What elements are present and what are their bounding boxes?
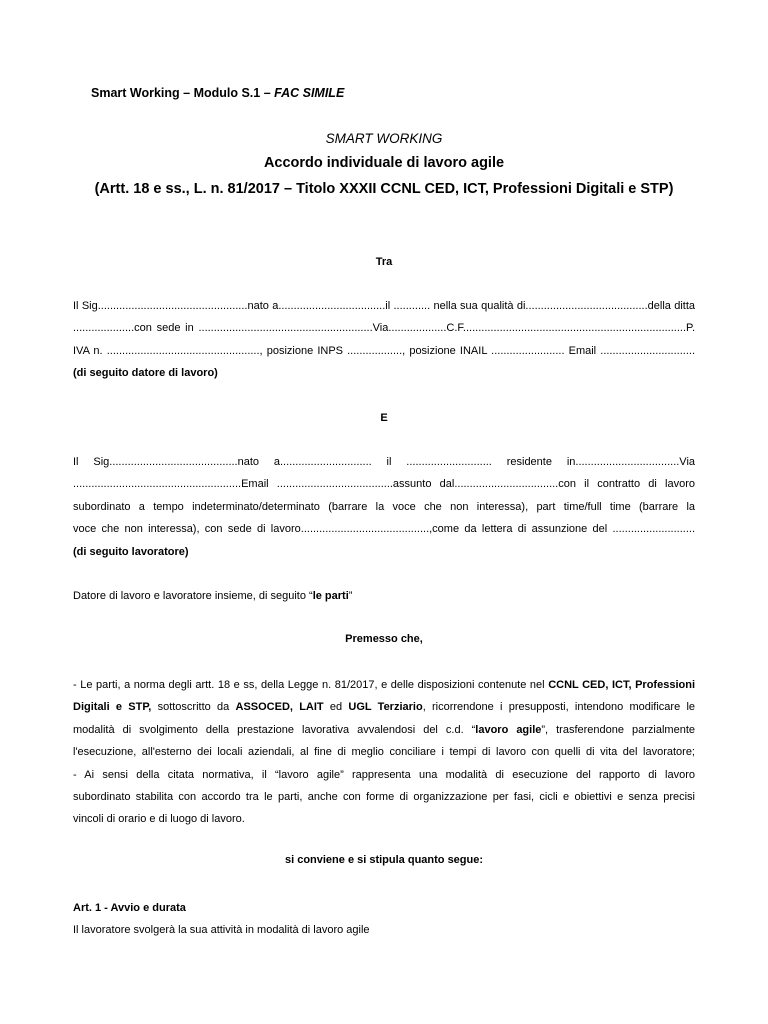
premessa-p1-line-3 [73,719,695,741]
parti-suffix: ” [348,590,353,602]
section-premesso: Premesso che, [345,633,423,645]
premessa-bold: Digitali e STP, [73,701,152,714]
premessa-p1-line-1 [73,674,695,696]
art1-text: Il lavoratore svolgerà la sua attività in modalità di lavoro agile [73,924,370,937]
premessa-text: ”, trasferendone parzialmente [541,723,695,736]
datore-label: (di seguito datore di lavoro) [73,367,218,380]
premessa-text: , ricorrendone i presupposti, intendono modificare le [422,701,695,714]
parti-bold: le parti [312,590,349,602]
premessa-p2-line-2: subordinato stabilita con accordo tra le parti, anche con forme di organizzazione per fasi, cicli e obiettivi e senza precisi [73,790,695,803]
parti-line [73,585,695,607]
lavoratore-line-1: Il Sig..........................................nato a.............................. il ............................ residente in..................................Via [73,456,695,468]
premessa-bold: CCNL CED, ICT, Professioni [548,679,695,691]
datore-line-1: Il Sig.................................................nato a...................................il ............ nella sua qualità di........................................della ditta [73,300,695,312]
datore-line-2: ....................con sede in .........................................................Via...................C.F.........................................................................P. [73,322,695,335]
section-e: E [380,412,388,424]
lavoratore-label: (di seguito lavoratore) [73,545,189,558]
premessa-bold: ASSOCED, LAIT [235,701,324,714]
lavoratore-line-3: subordinato a tempo indeterminato/determinato (barrare la voce che non interessa), part time/full time (barrare la [73,500,695,513]
lavoratore-block [73,451,695,563]
section-tra: Tra [375,256,393,268]
art1-block [73,897,695,942]
art1-title: Art. 1 - Avvio e durata [73,902,186,914]
premessa-p2-line-3: vincoli di orario e di luogo di lavoro. [73,813,245,826]
premessa-p1-line-4: l'esecuzione, all'esterno dei locali aziendali, al fine di meglio conciliare i tempi di lavoro con quelli di vita del lavoratore; [73,746,695,759]
document-header [91,86,344,100]
premessa-block [73,674,695,831]
lavoratore-line-2: .......................................................Email ......................................assunto dal..................................con il contratto di lavoro [73,478,695,491]
header-fac-simile: FAC SIMILE [274,86,345,100]
title-accordo: Accordo individuale di lavoro agile [263,155,505,171]
header-prefix: Smart Working – Modulo S.1 – [91,86,275,100]
premessa-text: ed [323,701,349,714]
title-riferimenti: (Artt. 18 e ss., L. n. 81/2017 – Titolo XXXII CCNL CED, ICT, Professioni Digitali e STP) [94,181,674,197]
premessa-p2-line-1: - Ai sensi della citata normativa, il “lavoro agile” rappresenta una modalità di esecuzione del rapporto di lavoro [73,768,695,781]
premessa-bold: lavoro agile [475,723,542,736]
premessa-text: sottoscritto da [151,701,236,714]
premessa-p1-line-2 [73,696,695,718]
premessa-text: modalità di svolgimento della prestazione lavorativa avvalendosi del c.d. “ [73,723,476,736]
lavoratore-line-4: voce che non interessa), con sede di lavoro..........................................,come da lettera di assunzione del ........................... [73,523,695,536]
title-smart-working: SMART WORKING [325,131,443,146]
premessa-bold: UGL Terziario [348,701,423,714]
datore-line-3: IVA n. .................................................., posizione INPS .................., posizione INAIL ........................ Email ............................... [73,344,695,357]
datore-block [73,295,695,385]
section-conviene: si conviene e si stipula quanto segue: [284,854,484,866]
premessa-text: - Le parti, a norma degli artt. 18 e ss, della Legge n. 81/2017, e delle disposizioni contenute nel [73,679,549,691]
parti-prefix: Datore di lavoro e lavoratore insieme, di seguito “ [73,590,313,602]
